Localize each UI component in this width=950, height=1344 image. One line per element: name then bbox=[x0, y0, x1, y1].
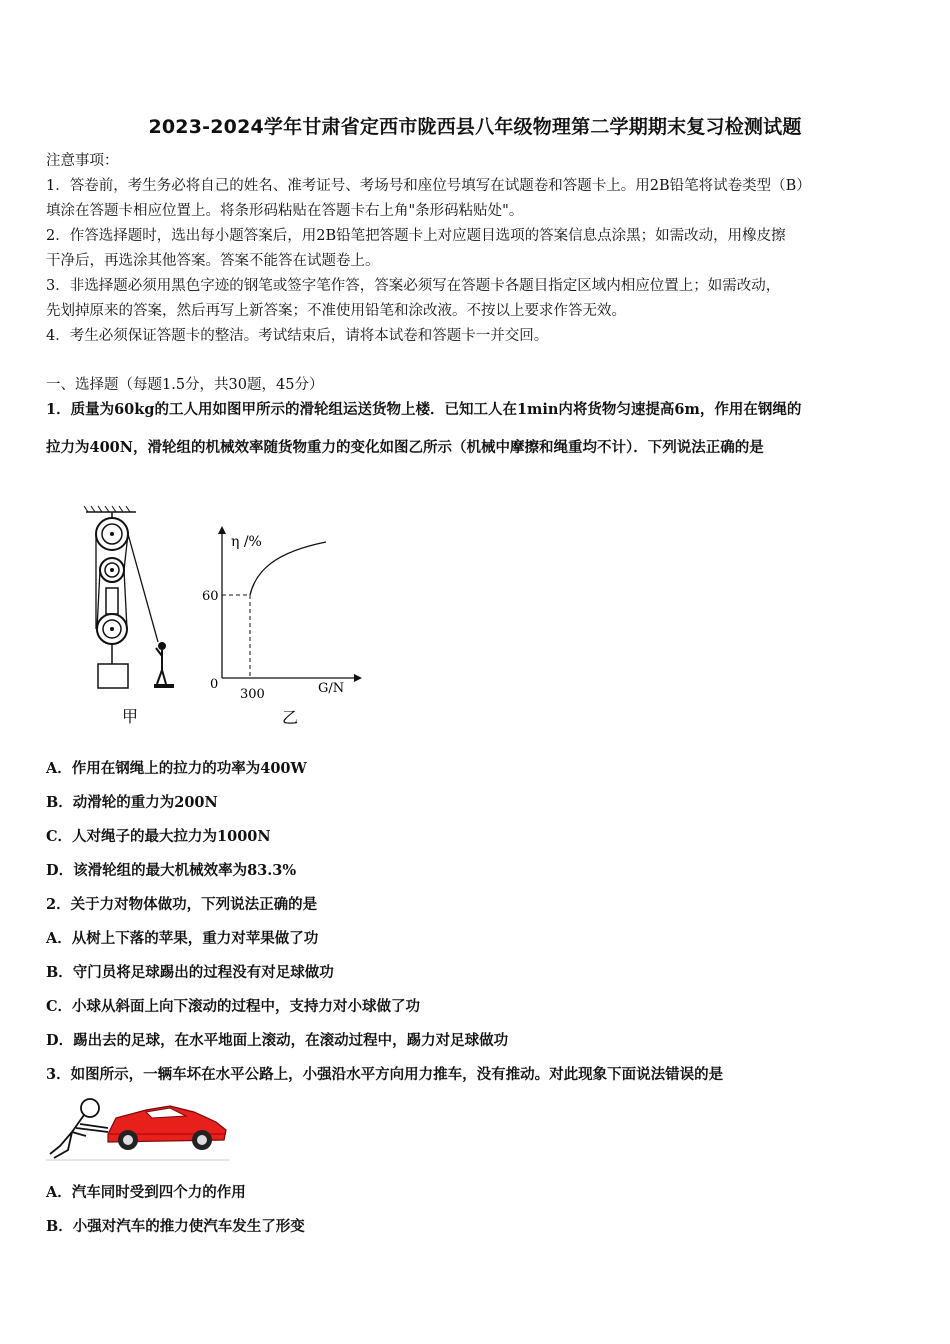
y-axis-label: η /% bbox=[231, 534, 262, 550]
car-push-figure bbox=[46, 1094, 230, 1164]
q2-option-d[interactable]: D．踢出去的足球，在水平地面上滚动，在滚动过程中，踢力对足球做功 bbox=[46, 1032, 509, 1049]
efficiency-chart bbox=[196, 520, 368, 728]
origin-label: 0 bbox=[210, 677, 219, 692]
q1-stem-line-1: 1．质量为60kg的工人用如图甲所示的滑轮组运送货物上楼．已知工人在1min内将货物匀速提高6m，作用在钢绳的 bbox=[46, 401, 802, 418]
notice-line-7: 4．考生必须保证答题卡的整洁。考试结束后，请将本试卷和答题卡一并交回。 bbox=[46, 328, 549, 344]
notice-line-5: 3．非选择题必须用黑色字迹的钢笔或签字笔作答，答案必须写在答题卡各题目指定区域内相应位置上；如需改动， bbox=[46, 278, 781, 294]
q3-option-a[interactable]: A．汽车同时受到四个力的作用 bbox=[46, 1184, 246, 1201]
x-tick-300: 300 bbox=[240, 687, 265, 702]
q1-option-c[interactable]: C．人对绳子的最大拉力为1000N bbox=[46, 828, 271, 845]
y-tick-60: 60 bbox=[202, 589, 219, 604]
pulley-figure bbox=[78, 504, 198, 729]
page-title: 2023-2024学年甘肃省定西市陇西县八年级物理第二学期期末复习检测试题 bbox=[148, 116, 802, 138]
q2-stem: 2．关于力对物体做功，下列说法正确的是 bbox=[46, 896, 318, 913]
notice-line-2: 填涂在答题卡相应位置上。将条形码粘贴在答题卡右上角"条形码粘贴处"。 bbox=[46, 203, 524, 219]
y-axis-arrow bbox=[218, 526, 226, 534]
notice-line-4: 干净后，再选涂其他答案。答案不能答在试题卷上。 bbox=[46, 253, 380, 269]
x-axis-arrow bbox=[354, 674, 362, 682]
q1-stem-line-2: 拉力为400N，滑轮组的机械效率随货物重力的变化如图乙所示（机械中摩擦和绳重均不计）．下列说法正确的是 bbox=[46, 439, 764, 456]
x-axis-label: G/N bbox=[318, 681, 345, 696]
q3-stem: 3．如图所示，一辆车坏在水平公路上，小强沿水平方向用力推车，没有推动。对此现象下面说法错误的是 bbox=[46, 1066, 724, 1083]
section-heading: 一、选择题（每题1.5分，共30题，45分） bbox=[46, 377, 324, 393]
q1-option-b[interactable]: B．动滑轮的重力为200N bbox=[46, 794, 218, 811]
notice-line-3: 2．作答选择题时，选出每小题答案后，用2B铅笔把答题卡上对应题目选项的答案信息点涂黑；如需改动，用橡皮擦 bbox=[46, 228, 786, 244]
q1-option-a[interactable]: A．作用在钢绳上的拉力的功率为400W bbox=[46, 760, 307, 777]
figure-label-yi: 乙 bbox=[282, 708, 299, 727]
q2-option-b[interactable]: B．守门员将足球踢出的过程没有对足球做功 bbox=[46, 964, 334, 981]
q3-option-b[interactable]: B．小强对汽车的推力使汽车发生了形变 bbox=[46, 1218, 305, 1235]
notice-line-6: 先划掉原来的答案，然后再写上新答案；不准使用铅笔和涂改液。不按以上要求作答无效。 bbox=[46, 303, 626, 319]
q1-option-d[interactable]: D．该滑轮组的最大机械效率为83.3% bbox=[46, 862, 297, 879]
q2-option-a[interactable]: A．从树上下落的苹果，重力对苹果做了功 bbox=[46, 930, 319, 947]
notice-line-1: 1．答卷前，考生务必将自己的姓名、准考证号、考场号和座位号填写在试题卷和答题卡上。用2B铅笔将试卷类型（B） bbox=[46, 178, 811, 194]
notice-heading: 注意事项： bbox=[46, 153, 119, 169]
figure-label-jia: 甲 bbox=[122, 707, 139, 726]
q2-option-c[interactable]: C．小球从斜面上向下滚动的过程中，支持力对小球做了功 bbox=[46, 998, 421, 1015]
